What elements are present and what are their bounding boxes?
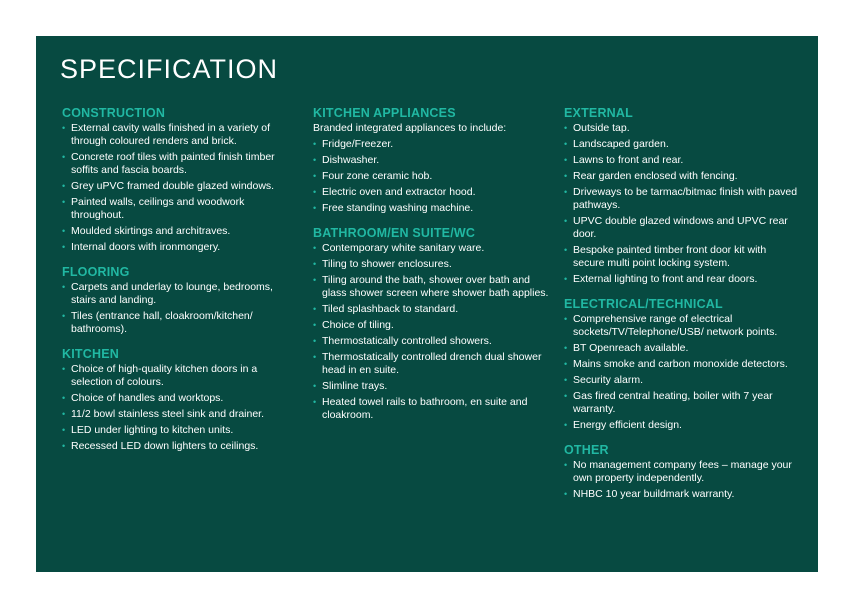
spec-item: • Fridge/Freezer. xyxy=(313,138,549,151)
column-3 xyxy=(564,106,800,512)
section-electrical-technical xyxy=(564,297,800,432)
section-bathroom-en-suite-wc xyxy=(313,226,549,422)
spec-item: • Dishwasher. xyxy=(313,154,549,167)
spec-item: • Choice of handles and worktops. xyxy=(62,392,298,405)
specification-panel xyxy=(36,36,818,572)
spec-list xyxy=(564,122,800,286)
spec-list xyxy=(564,459,800,501)
spec-item: • Tiled splashback to standard. xyxy=(313,303,549,316)
section-heading: FLOORING xyxy=(62,265,130,279)
spec-list xyxy=(62,281,298,336)
section-intro: Branded integrated appliances to include: xyxy=(313,122,507,134)
spec-item: • Contemporary white sanitary ware. xyxy=(313,242,549,255)
column-2 xyxy=(313,106,549,433)
column-1 xyxy=(62,106,298,464)
spec-list xyxy=(62,363,298,453)
spec-item: • UPVC double glazed windows and UPVC rear door. xyxy=(564,215,800,241)
spec-item: • Bespoke painted timber front door kit with secure multi point locking system. xyxy=(564,244,800,270)
spec-item: • 11/2 bowl stainless steel sink and drainer. xyxy=(62,408,298,421)
spec-item: • Comprehensive range of electrical sockets/TV/Telephone/USB/ network points. xyxy=(564,313,800,339)
spec-item: • Lawns to front and rear. xyxy=(564,154,800,167)
section-heading: BATHROOM/EN SUITE/WC xyxy=(313,226,476,240)
spec-item: • Recessed LED down lighters to ceilings. xyxy=(62,440,298,453)
spec-item: • LED under lighting to kitchen units. xyxy=(62,424,298,437)
spec-item: • Driveways to be tarmac/bitmac finish with paved pathways. xyxy=(564,186,800,212)
section-construction xyxy=(62,106,298,254)
spec-item: • Gas fired central heating, boiler with 7 year warranty. xyxy=(564,390,800,416)
spec-list xyxy=(564,313,800,432)
spec-item: • No management company fees – manage your own property independently. xyxy=(564,459,800,485)
spec-item: • NHBC 10 year buildmark warranty. xyxy=(564,488,800,501)
spec-item: • Electric oven and extractor hood. xyxy=(313,186,549,199)
section-heading: KITCHEN APPLIANCES xyxy=(313,106,456,120)
spec-item: • External lighting to front and rear doors. xyxy=(564,273,800,286)
spec-item: • Four zone ceramic hob. xyxy=(313,170,549,183)
spec-item: • Choice of tiling. xyxy=(313,319,549,332)
spec-item: • Painted walls, ceilings and woodwork throughout. xyxy=(62,196,298,222)
spec-item: • Moulded skirtings and architraves. xyxy=(62,225,298,238)
page-title: SPECIFICATION xyxy=(60,54,279,84)
spec-item: • Choice of high-quality kitchen doors in a selection of colours. xyxy=(62,363,298,389)
spec-item: • Tiling to shower enclosures. xyxy=(313,258,549,271)
section-flooring xyxy=(62,265,298,336)
spec-item: • External cavity walls finished in a variety of through coloured renders and brick. xyxy=(62,122,298,148)
section-other xyxy=(564,443,800,501)
spec-list xyxy=(62,122,298,254)
spec-item: • Energy efficient design. xyxy=(564,419,800,432)
spec-item: • Thermostatically controlled drench dual shower head in en suite. xyxy=(313,351,549,377)
section-heading: ELECTRICAL/TECHNICAL xyxy=(564,297,723,311)
spec-item: • Heated towel rails to bathroom, en suite and cloakroom. xyxy=(313,396,549,422)
spec-item: • Free standing washing machine. xyxy=(313,202,549,215)
spec-list xyxy=(313,242,549,422)
spec-item: • Outside tap. xyxy=(564,122,800,135)
spec-item: • Landscaped garden. xyxy=(564,138,800,151)
spec-item: • Grey uPVC framed double glazed windows. xyxy=(62,180,298,193)
spec-item: • Concrete roof tiles with painted finish timber soffits and fascia boards. xyxy=(62,151,298,177)
spec-list xyxy=(313,138,549,215)
section-heading: OTHER xyxy=(564,443,609,457)
spec-item: • Tiles (entrance hall, cloakroom/kitchen/ bathrooms). xyxy=(62,310,298,336)
spec-item: • Internal doors with ironmongery. xyxy=(62,241,298,254)
spec-item: • Slimline trays. xyxy=(313,380,549,393)
spec-item: • Security alarm. xyxy=(564,374,800,387)
spec-item: • BT Openreach available. xyxy=(564,342,800,355)
spec-item: • Mains smoke and carbon monoxide detectors. xyxy=(564,358,800,371)
section-external xyxy=(564,106,800,286)
section-heading: KITCHEN xyxy=(62,347,119,361)
spec-item: • Tiling around the bath, shower over bath and glass shower screen where shower bath applies. xyxy=(313,274,549,300)
section-heading: CONSTRUCTION xyxy=(62,106,166,120)
section-kitchen-appliances xyxy=(313,106,549,215)
section-kitchen xyxy=(62,347,298,453)
spec-item: • Thermostatically controlled showers. xyxy=(313,335,549,348)
spec-item: • Rear garden enclosed with fencing. xyxy=(564,170,800,183)
spec-item: • Carpets and underlay to lounge, bedrooms, stairs and landing. xyxy=(62,281,298,307)
section-heading: EXTERNAL xyxy=(564,106,633,120)
